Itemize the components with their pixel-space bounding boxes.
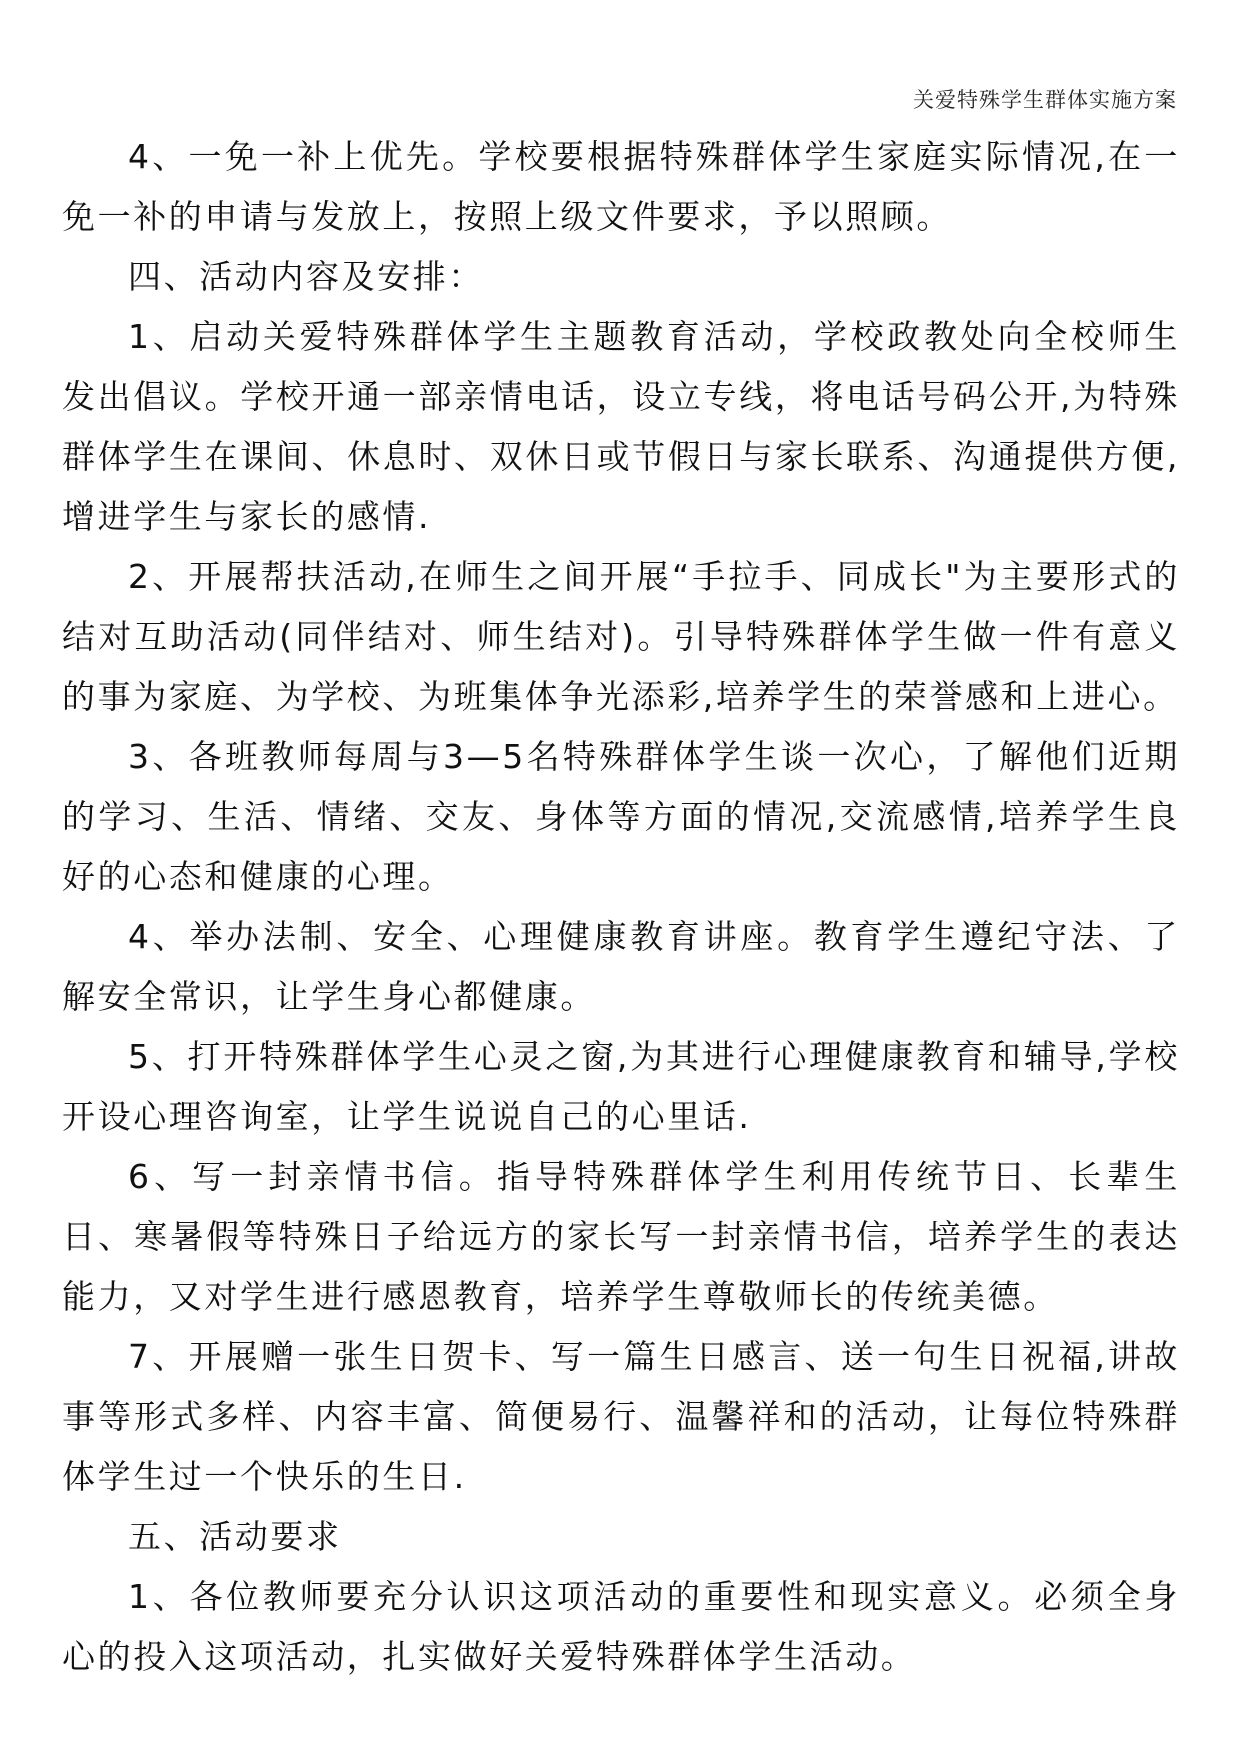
- section-heading: 五、活动要求: [128, 1517, 342, 1556]
- paragraph: 1、各位教师要充分认识这项活动的重要性和现实意义。必须全身心的投入这项活动，扎实做好关爱特殊群体学生活动。: [62, 1577, 1180, 1676]
- paragraph: 4、举办法制、安全、心理健康教育讲座。教育学生遵纪守法、了解安全常识，让学生身心都健康。: [62, 917, 1180, 1016]
- document-body: [62, 127, 1180, 1687]
- paragraph: 2、开展帮扶活动,在师生之间开展“手拉手、同成长"为主要形式的结对互助活动(同伴结对、师生结对)。引导特殊群体学生做一件有意义的事为家庭、为学校、为班集体争光添彩,培养学生的荣誉感和上进心。: [62, 557, 1180, 716]
- paragraph: 1、启动关爱特殊群体学生主题教育活动，学校政教处向全校师生发出倡议。学校开通一部亲情电话，设立专线，将电话号码公开,为特殊群体学生在课间、休息时、双休日或节假日与家长联系、沟通提供方便,增进学生与家长的感情.: [62, 317, 1180, 536]
- section-heading: 四、活动内容及安排：: [128, 257, 484, 296]
- paragraph: 5、打开特殊群体学生心灵之窗,为其进行心理健康教育和辅导,学校开设心理咨询室，让学生说说自己的心里话.: [62, 1037, 1180, 1136]
- paragraph: 7、开展赠一张生日贺卡、写一篇生日感言、送一句生日祝福,讲故事等形式多样、内容丰富、简便易行、温馨祥和的活动，让每位特殊群体学生过一个快乐的生日.: [62, 1337, 1180, 1496]
- page-header: 关爱特殊学生群体实施方案: [913, 88, 1177, 112]
- paragraph: 6、写一封亲情书信。指导特殊群体学生利用传统节日、长辈生日、寒暑假等特殊日子给远方的家长写一封亲情书信，培养学生的表达能力，又对学生进行感恩教育，培养学生尊敬师长的传统美德。: [62, 1157, 1180, 1316]
- paragraph: 4、一免一补上优先。学校要根据特殊群体学生家庭实际情况,在一免一补的申请与发放上，按照上级文件要求，予以照顾。: [62, 137, 1180, 236]
- paragraph: 3、各班教师每周与3—5名特殊群体学生谈一次心，了解他们近期的学习、生活、情绪、交友、身体等方面的情况,交流感情,培养学生良好的心态和健康的心理。: [62, 737, 1180, 896]
